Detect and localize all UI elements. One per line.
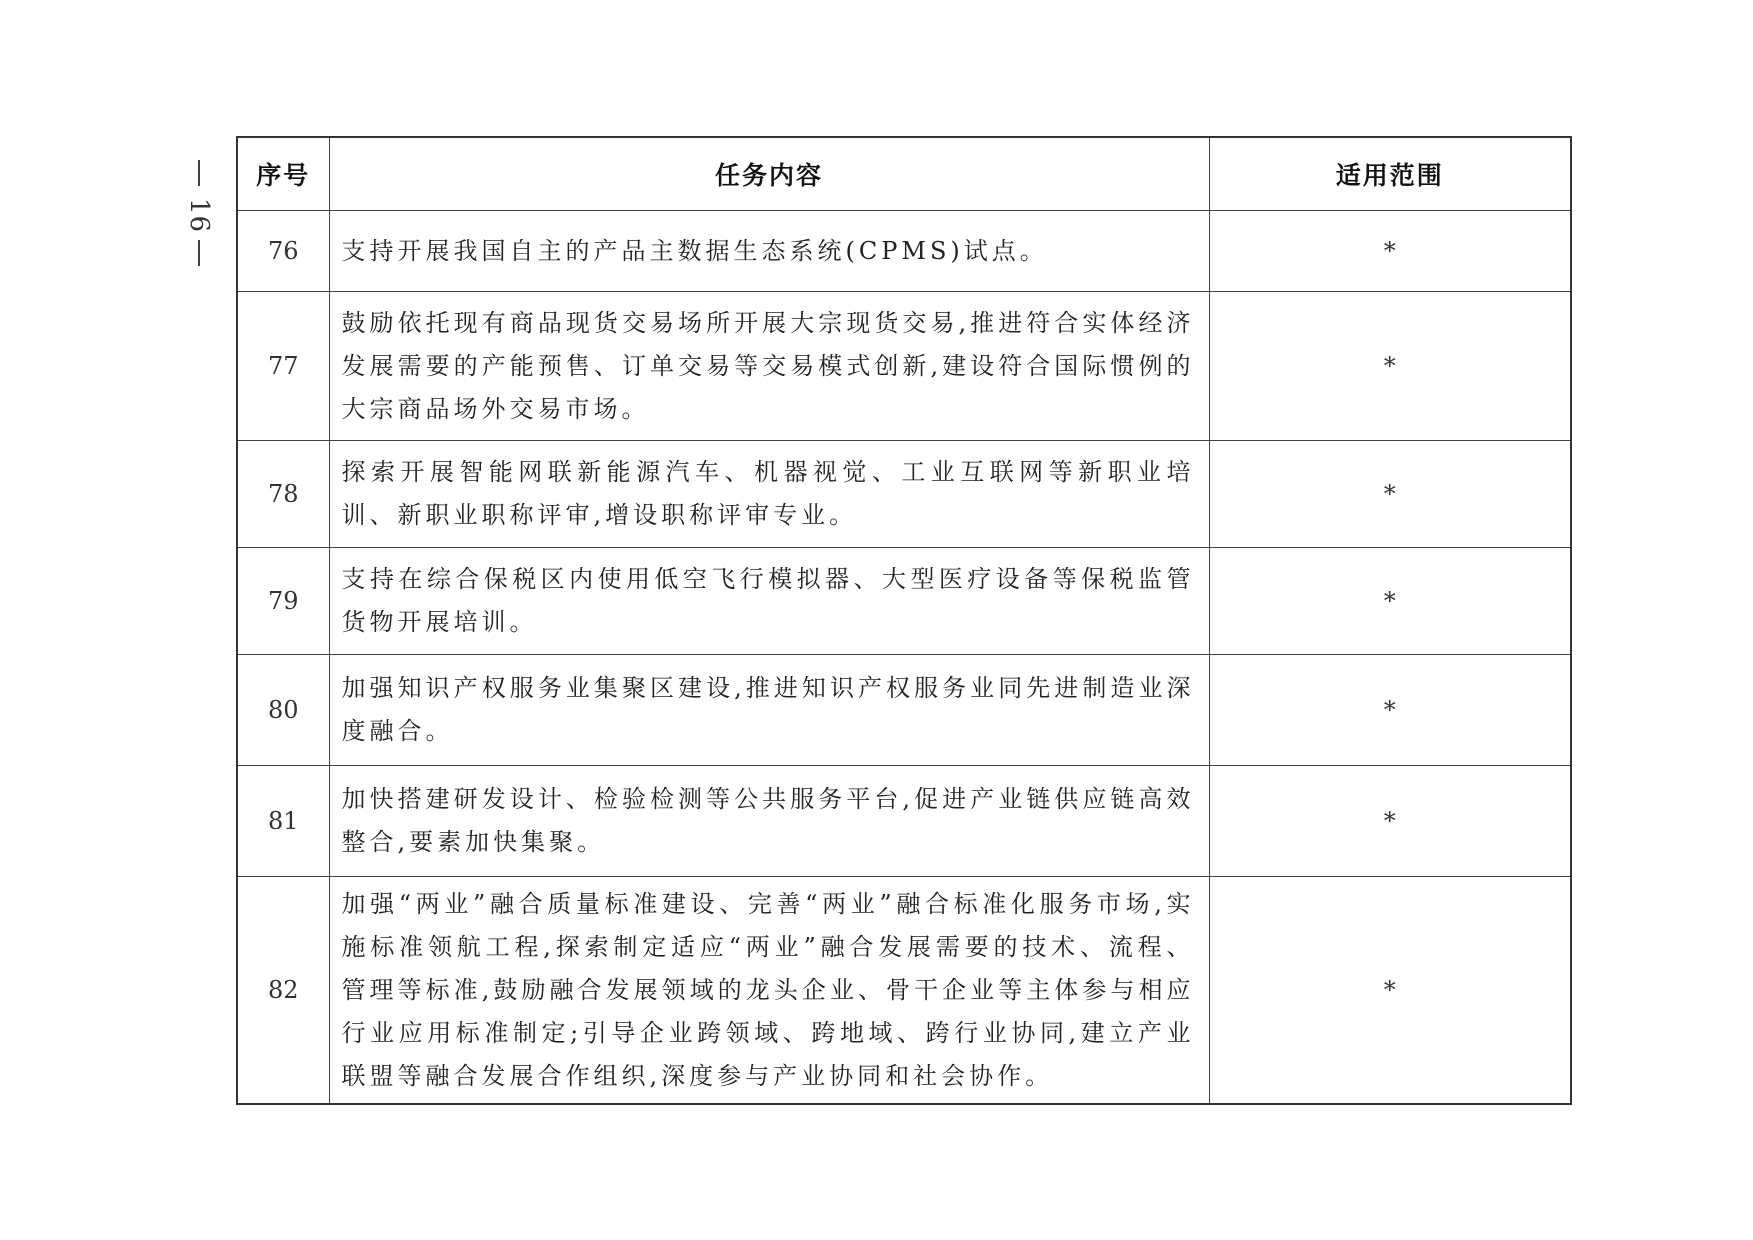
- row-content: 支持在综合保税区内使用低空飞行模拟器、大型医疗设备等保税监管货物开展培训。: [329, 548, 1209, 655]
- row-scope: *: [1209, 877, 1571, 1105]
- row-content: 加强知识产权服务业集聚区建设,推进知识产权服务业同先进制造业深度融合。: [329, 655, 1209, 766]
- row-scope: *: [1209, 766, 1571, 877]
- header-scope: 适用范围: [1209, 137, 1571, 211]
- page-number-dash-bottom: [198, 240, 200, 266]
- row-scope: *: [1209, 292, 1571, 441]
- page-number: [184, 160, 214, 266]
- table-row: [237, 766, 1571, 877]
- table-row: [237, 548, 1571, 655]
- row-seq: 81: [237, 766, 329, 877]
- row-seq: 77: [237, 292, 329, 441]
- header-seq: 序号: [237, 137, 329, 211]
- row-seq: 82: [237, 877, 329, 1105]
- table-row: [237, 877, 1571, 1105]
- row-scope: *: [1209, 655, 1571, 766]
- row-seq: 79: [237, 548, 329, 655]
- row-scope: *: [1209, 441, 1571, 548]
- page-number-dash-top: [198, 160, 200, 186]
- row-content: 支持开展我国自主的产品主数据生态系统(CPMS)试点。: [329, 211, 1209, 292]
- row-scope: *: [1209, 548, 1571, 655]
- header-content: 任务内容: [329, 137, 1209, 211]
- table-row: [237, 655, 1571, 766]
- row-content: 鼓励依托现有商品现货交易场所开展大宗现货交易,推进符合实体经济发展需要的产能预售、订单交易等交易模式创新,建设符合国际惯例的大宗商品场外交易市场。: [329, 292, 1209, 441]
- row-content: 加快搭建研发设计、检验检测等公共服务平台,促进产业链供应链高效整合,要素加快集聚。: [329, 766, 1209, 877]
- task-table: [236, 136, 1572, 1105]
- row-content: 加强“两业”融合质量标准建设、完善“两业”融合标准化服务市场,实施标准领航工程,探索制定适应“两业”融合发展需要的技术、流程、管理等标准,鼓励融合发展领域的龙头企业、骨干企业等主体参与相应行业应用标准制定;引导企业跨领域、跨地域、跨行业协同,建立产业联盟等融合发展合作组织,深度参与产业协同和社会协作。: [329, 877, 1209, 1105]
- row-seq: 80: [237, 655, 329, 766]
- table-row: [237, 292, 1571, 441]
- row-content: 探索开展智能网联新能源汽车、机器视觉、工业互联网等新职业培训、新职业职称评审,增设职称评审专业。: [329, 441, 1209, 548]
- row-seq: 76: [237, 211, 329, 292]
- row-seq: 78: [237, 441, 329, 548]
- row-scope: *: [1209, 211, 1571, 292]
- table-header-row: [237, 137, 1571, 211]
- page-number-value: 16: [184, 198, 214, 234]
- table-row: [237, 441, 1571, 548]
- table-row: [237, 211, 1571, 292]
